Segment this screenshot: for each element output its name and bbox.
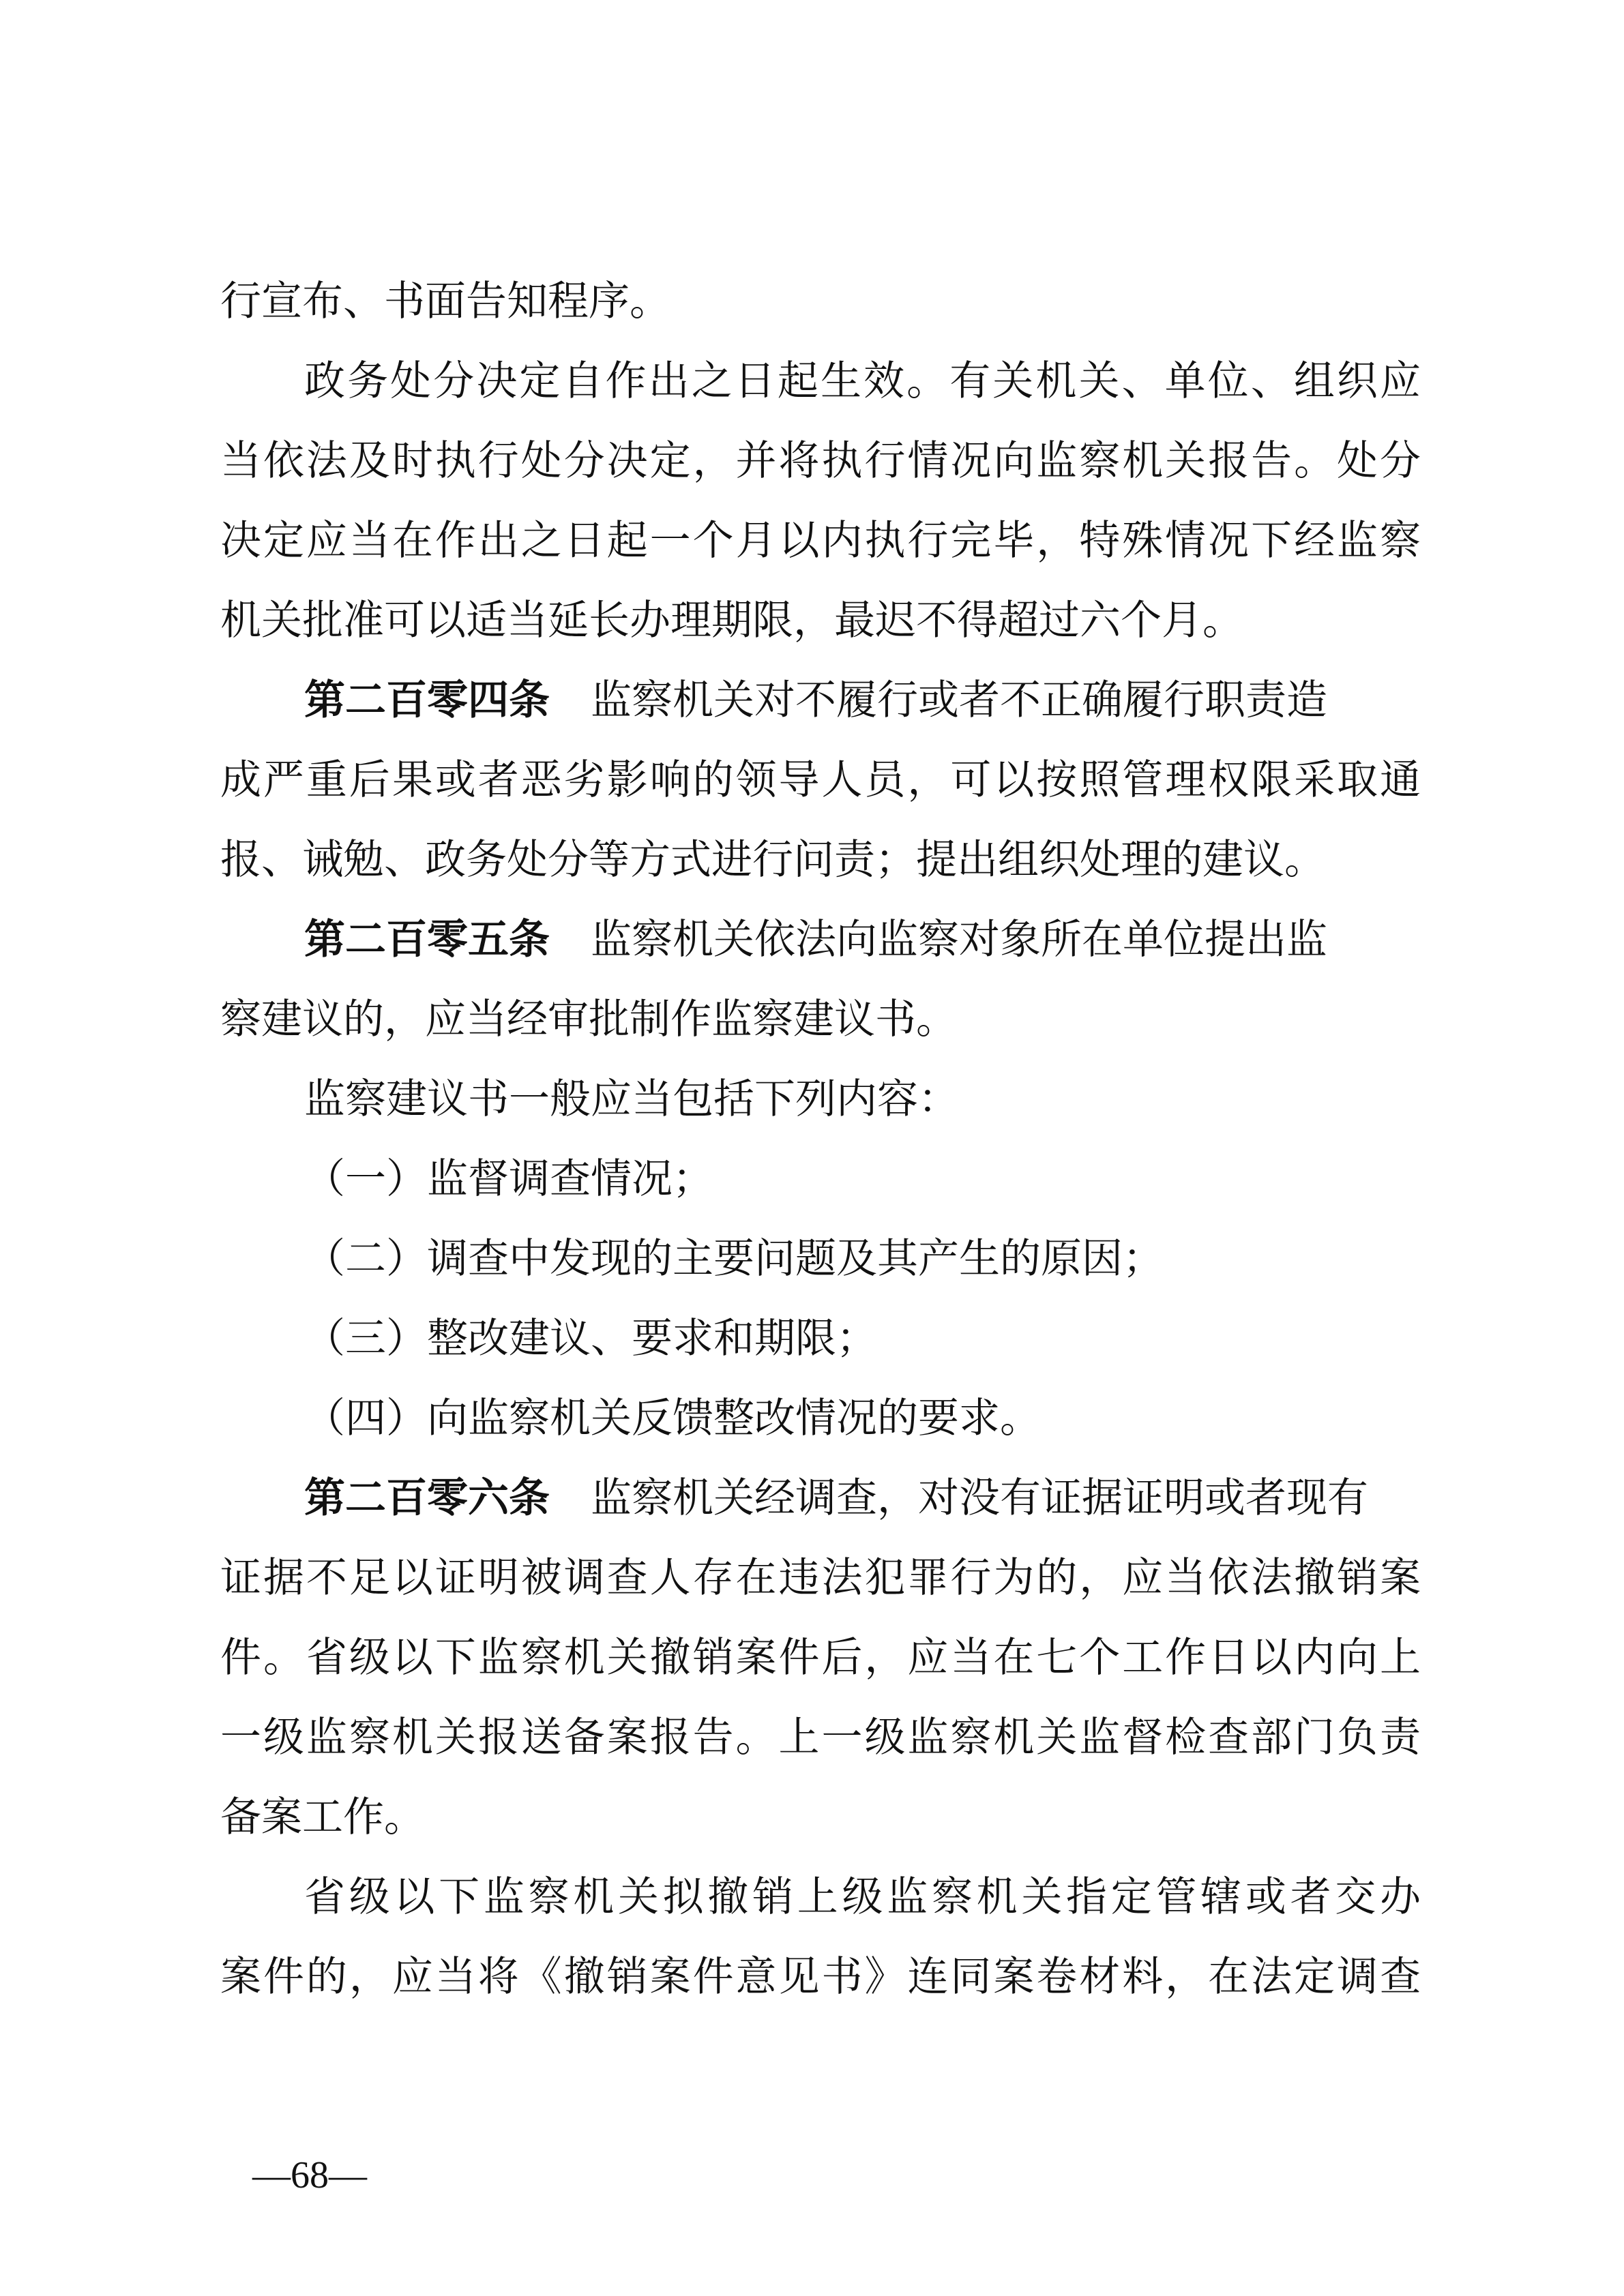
body-line: 当依法及时执行处分决定，并将执行情况向监察机关报告。处分 (220, 437, 1421, 485)
text-span: 监察机关经调查，对没有证据证明或者现有 (591, 1474, 1368, 1522)
text-span: 监察机关依法向监察对象所在单位提出监 (591, 916, 1327, 964)
body-line: 察建议的，应当经审批制作监察建议书。 (220, 996, 957, 1043)
article-206-first-line (304, 1459, 1421, 1538)
body-line: 案件的，应当将《撤销案件意见书》连同案卷材料，在法定调查 (220, 1953, 1421, 2001)
article-heading: 第二百零四条 (304, 676, 550, 724)
body-line: 证据不足以证明被调查人存在违法犯罪行为的，应当依法撤销案 (220, 1554, 1421, 1602)
paragraph-line: 政务处分决定自作出之日起生效。有关机关、单位、组织应 (304, 357, 1421, 405)
body-line: 决定应当在作出之日起一个月以内执行完毕，特殊情况下经监察 (220, 517, 1421, 565)
body-line: 一级监察机关报送备案报告。上一级监察机关监督检查部门负责 (220, 1714, 1421, 1761)
article-205-first-line (304, 900, 1421, 979)
paragraph-line: 省级以下监察机关拟撤销上级监察机关指定管辖或者交办 (304, 1873, 1421, 1921)
list-item: （三）整改建议、要求和期限； (304, 1315, 877, 1362)
list-item: （一）监督调查情况； (304, 1155, 713, 1203)
article-heading: 第二百零六条 (304, 1474, 550, 1522)
list-item: （四）向监察机关反馈整改情况的要求。 (304, 1395, 1041, 1442)
article-204-first-line (304, 661, 1421, 740)
text-span: 监察机关对不履行或者不正确履行职责造 (591, 676, 1327, 724)
body-line (220, 262, 1421, 341)
body-line: 报、诫勉、政务处分等方式进行问责；提出组织处理的建议。 (220, 836, 1325, 884)
list-item: （二）调查中发现的主要问题及其产生的原因； (304, 1235, 1164, 1283)
body-line: 件。省级以下监察机关撤销案件后，应当在七个工作日以内向上 (220, 1634, 1421, 1682)
text-span: 行宣布、书面告知程序。 (220, 278, 670, 325)
body-line: 备案工作。 (220, 1793, 425, 1841)
article-heading: 第二百零五条 (304, 916, 550, 964)
body-line: 成严重后果或者恶劣影响的领导人员，可以按照管理权限采取通 (220, 756, 1421, 804)
page-number: —68— (252, 2154, 367, 2196)
paragraph-line: 监察建议书一般应当包括下列内容： (304, 1075, 959, 1123)
body-line: 机关批准可以适当延长办理期限，最迟不得超过六个月。 (220, 597, 1243, 644)
